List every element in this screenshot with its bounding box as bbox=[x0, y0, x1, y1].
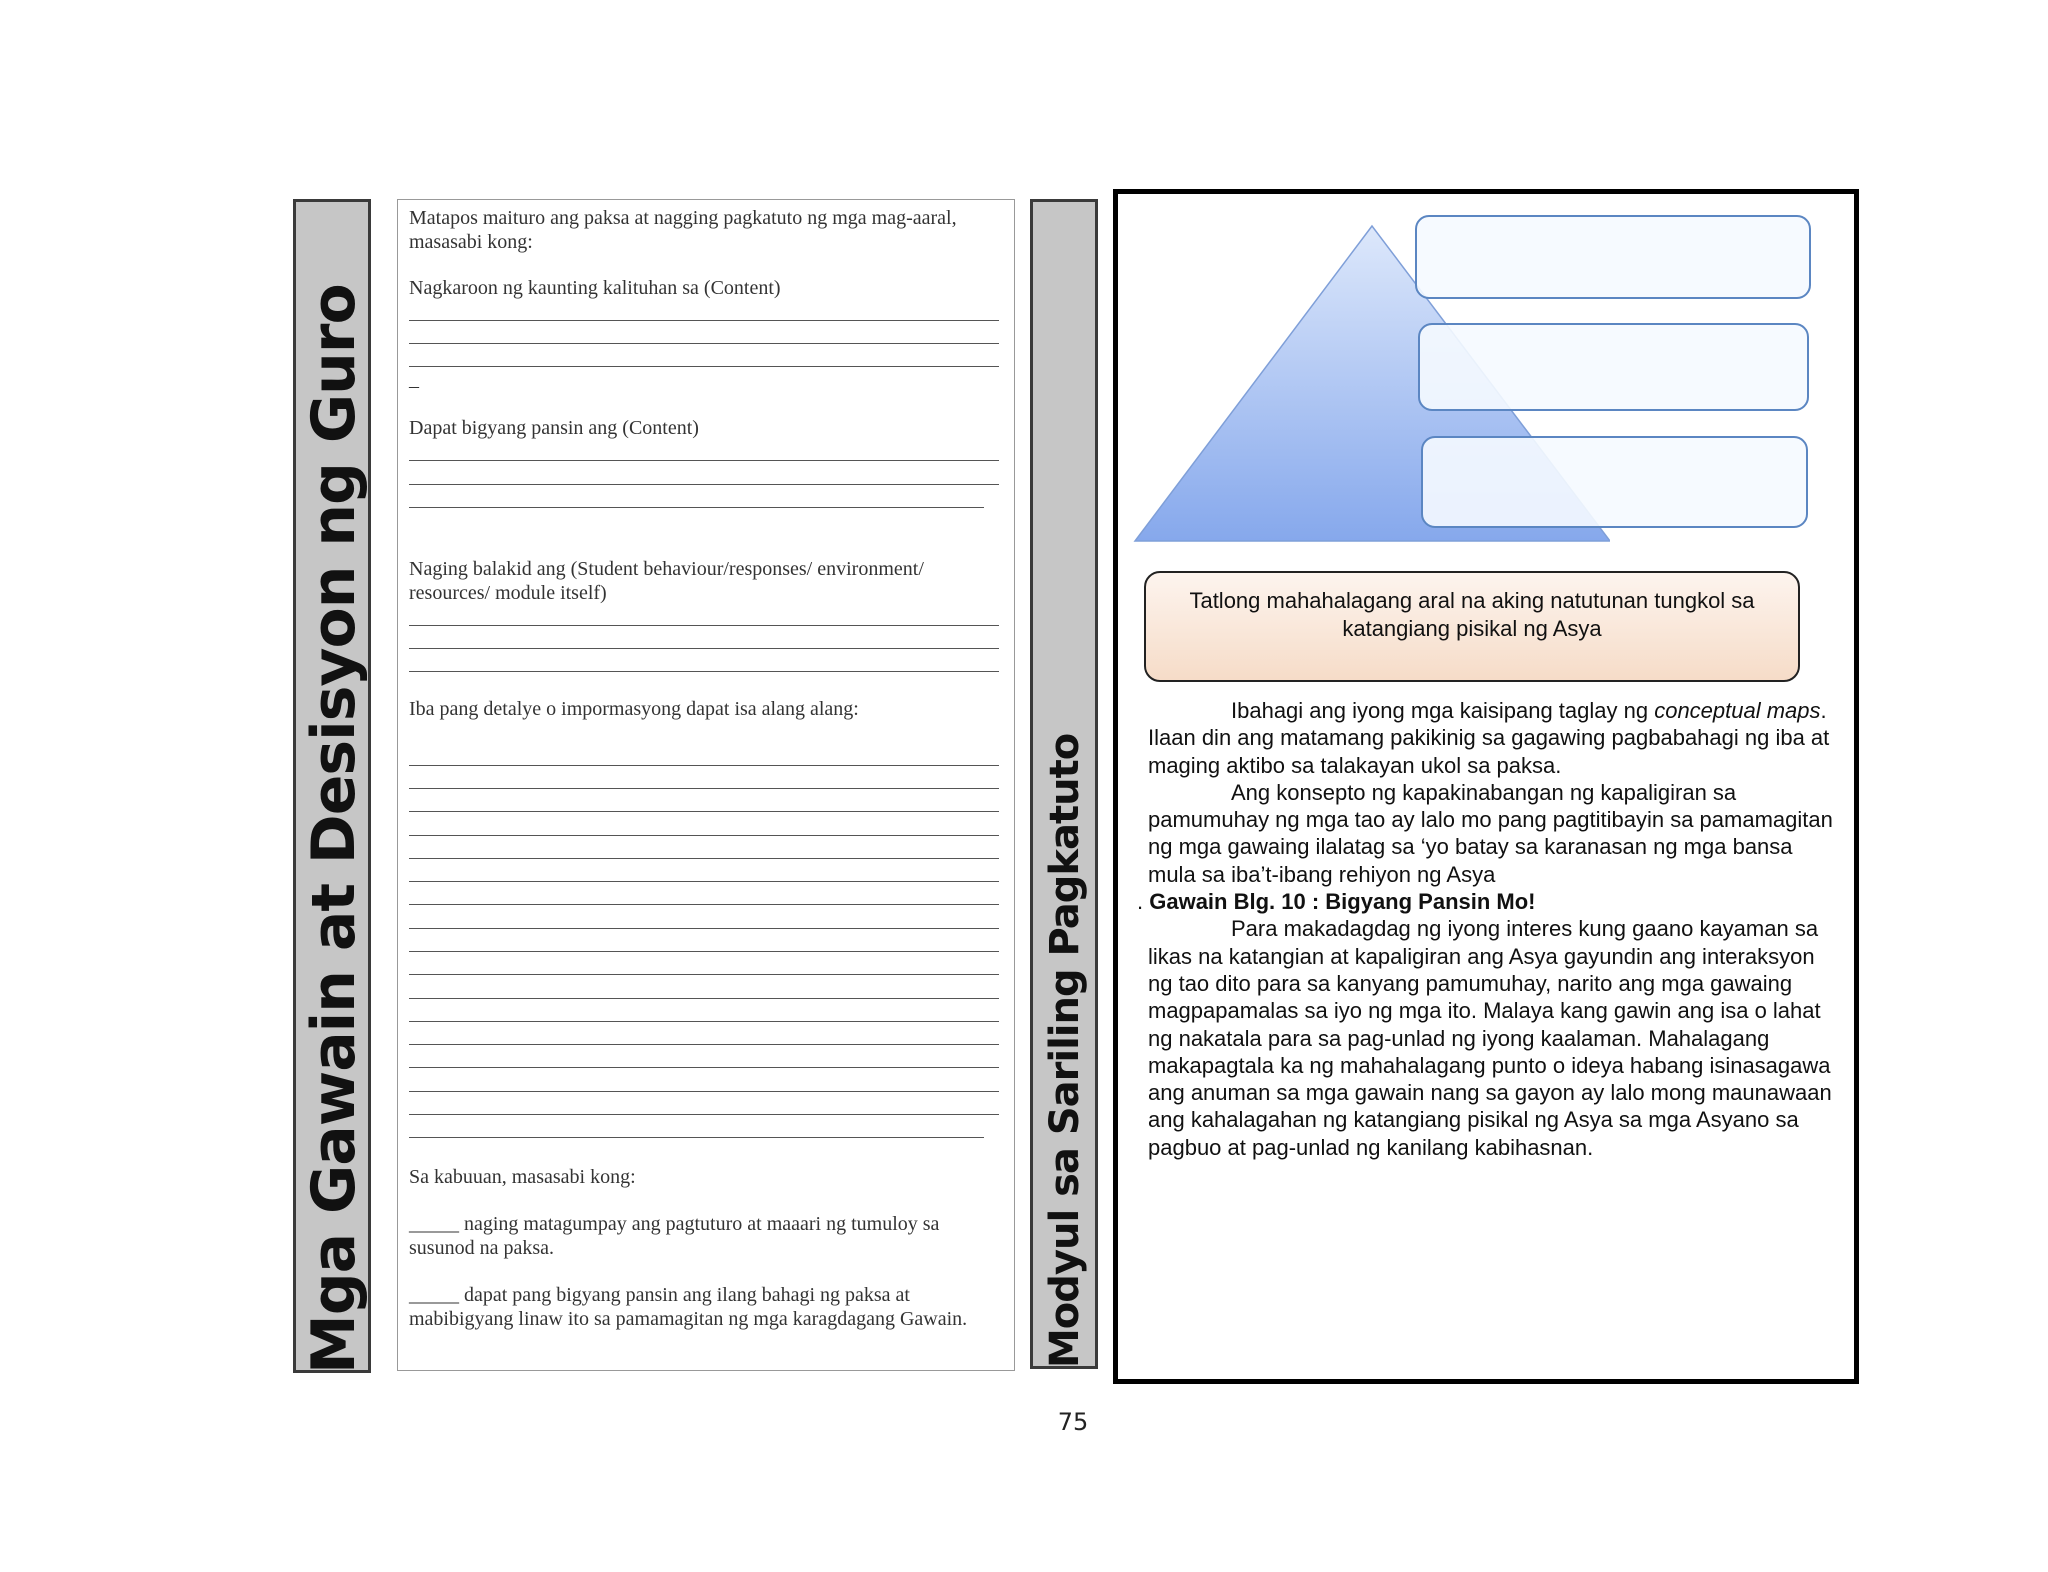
answer-line[interactable] bbox=[409, 460, 999, 461]
left-banner-title: Mga Gawain at Desisyon ng Guro bbox=[299, 284, 369, 1374]
activity-title: Gawain Blg. 10 : Bigyang Pansin Mo! bbox=[1149, 889, 1536, 915]
answer-line[interactable] bbox=[409, 1021, 999, 1022]
form-summary: Sa kabuuan, masasabi kong: bbox=[409, 1166, 636, 1188]
answer-line[interactable] bbox=[409, 974, 999, 975]
answer-line[interactable] bbox=[409, 835, 999, 836]
answer-line[interactable] bbox=[409, 788, 999, 789]
pyramid-level-box-1[interactable] bbox=[1415, 215, 1811, 299]
form-intro: Matapos maituro ang paksa at nagging pagkatuto ng mga mag-aaral, masasabi kong: bbox=[409, 207, 957, 253]
conceptual-maps-term: conceptual maps bbox=[1654, 698, 1821, 723]
form-prompt-other-details: Iba pang detalye o impormasyong dapat isa alang alang: bbox=[409, 698, 859, 720]
answer-line[interactable] bbox=[409, 507, 984, 508]
form-prompt-content-confusion: Nagkaroon ng kaunting kalituhan sa (Content) bbox=[409, 277, 781, 299]
activity-body-text bbox=[1137, 697, 1838, 1161]
answer-line[interactable] bbox=[409, 1044, 999, 1045]
paragraph-instructions: Para makadagdag ng iyong interes kung gaano kayaman sa likas na katangian at kapaligiran ang Asya gayundin ang interaksyon ng tao dito para sa kanyang pamumuhay, narito ang mga gawaing magpapamalas sa iyo ng mga ito. Malaya kang gawin ang isa o lahat ng nakatala para sa pag-unlad ng iyong kaalaman. Mahalagang makapagtala ka ng mahahalagang punto o ideya habang isinasagawa ang anuman sa mga gawain nang sa gayon ay lalo mong maunawaan ang kahalagahan ng katangiang pisikal ng Asya sa mga Asyano sa pagbuo at pag-unlad ng kanilang kabihasnan. bbox=[1148, 916, 1832, 1160]
answer-line[interactable] bbox=[409, 904, 999, 905]
answer-line[interactable] bbox=[409, 765, 999, 766]
answer-line[interactable] bbox=[409, 858, 999, 859]
answer-line[interactable] bbox=[409, 1067, 999, 1068]
answer-line[interactable] bbox=[409, 625, 999, 626]
answer-line[interactable] bbox=[409, 343, 999, 344]
lesson-summary-text: Tatlong mahahalagang aral na aking natutunan tungkol sa katangiang pisikal ng Asya bbox=[1189, 588, 1755, 641]
middle-vertical-banner bbox=[1030, 199, 1098, 1369]
form-dash: – bbox=[409, 375, 419, 397]
answer-line[interactable] bbox=[409, 1137, 984, 1138]
answer-line[interactable] bbox=[409, 484, 999, 485]
pyramid-level-box-3[interactable] bbox=[1421, 436, 1808, 528]
pyramid-level-box-2[interactable] bbox=[1418, 323, 1809, 411]
form-option-success: _____ naging matagumpay ang pagtuturo at maaari ng tumuloy sa susunod na paksa. bbox=[409, 1213, 940, 1259]
answer-line[interactable] bbox=[409, 366, 999, 367]
form-prompt-obstacles: Naging balakid ang (Student behaviour/responses/ environment/ resources/ module itself) bbox=[409, 558, 924, 604]
middle-banner-title: Modyul sa Sariling Pagkatuto bbox=[1042, 733, 1088, 1368]
answer-line[interactable] bbox=[409, 320, 999, 321]
answer-line[interactable] bbox=[409, 881, 999, 882]
answer-line[interactable] bbox=[409, 951, 999, 952]
answer-line[interactable] bbox=[409, 928, 999, 929]
paragraph-share-ideas: Ibahagi ang iyong mga kaisipang taglay ng conceptual maps. Ilaan din ang matamang pakikinig sa gagawing pagbabahagi ng iba at maging aktibo sa talakayan ukol sa paksa. bbox=[1148, 698, 1830, 778]
teacher-reflection-form bbox=[397, 199, 1015, 1371]
form-prompt-attention: Dapat bigyang pansin ang (Content) bbox=[409, 417, 699, 439]
lesson-summary-box bbox=[1144, 571, 1800, 682]
left-vertical-banner bbox=[293, 199, 371, 1373]
answer-line[interactable] bbox=[409, 811, 999, 812]
answer-line[interactable] bbox=[409, 998, 999, 999]
form-option-more-attention: _____ dapat pang bigyang pansin ang ilang bahagi ng paksa at mabibigyang linaw ito sa pamamagitan ng mga karagdagang Gawain. bbox=[409, 1284, 968, 1330]
answer-line[interactable] bbox=[409, 648, 999, 649]
answer-line[interactable] bbox=[409, 1114, 999, 1115]
page-number: 75 bbox=[1057, 1408, 1089, 1436]
answer-line[interactable] bbox=[409, 671, 999, 672]
activity-heading: . Gawain Blg. 10 : Bigyang Pansin Mo! bbox=[1137, 889, 1536, 915]
answer-line[interactable] bbox=[409, 1091, 999, 1092]
paragraph-concept: Ang konsepto ng kapakinabangan ng kapaligiran sa pamumuhay ng mga tao ay lalo mo pang pagtitibayin sa pamamagitan ng mga gawaing ilalatag sa ‘yo batay sa karanasan ng mga bansa mula sa iba’t-ibang rehiyon ng Asya bbox=[1148, 779, 1833, 887]
